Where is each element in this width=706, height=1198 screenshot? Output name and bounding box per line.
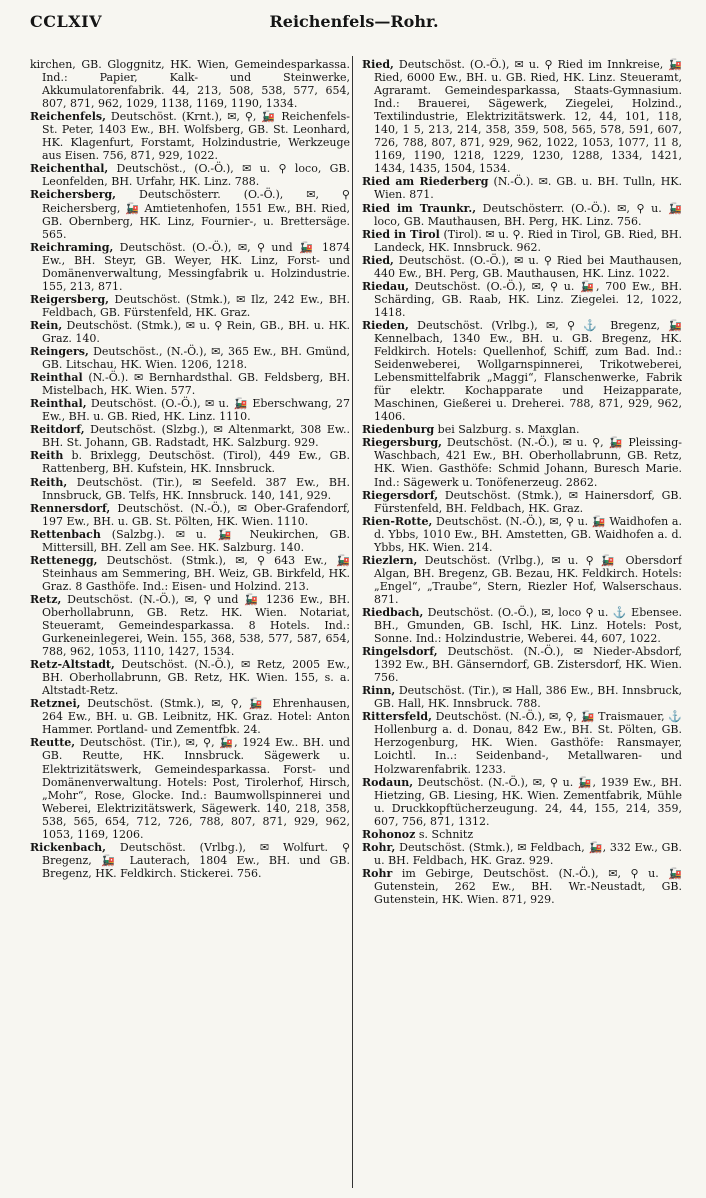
entry-headword: Rieden, xyxy=(362,318,409,332)
entry-text: im Gebirge, Deutschöst. (N.-Ö.), ✉, ⚲ u. 🚂 Gutenstein, 262 Ew., BH. Wr.-Neustadt, GB. Gutenstein, HK. Wien. 871, 929. xyxy=(374,866,682,906)
gazetteer-entry xyxy=(30,658,350,697)
entry-headword: Reinthal xyxy=(30,371,83,385)
entry-headword: Reith, xyxy=(30,475,68,489)
entry-text: Deutschöst. (N.-Ö.), ✉ Ober-Grafendorf, 197 Ew., BH. u. GB. St. Pölten, HK. Wien. 1110. xyxy=(42,501,350,528)
gazetteer-entry xyxy=(30,345,350,371)
gazetteer-entry xyxy=(362,828,682,841)
gazetteer-entry xyxy=(362,228,682,254)
gazetteer-entry xyxy=(362,436,682,488)
entry-headword: Rickenbach, xyxy=(30,840,106,854)
entry-headword: Rohonoz xyxy=(362,827,416,841)
entry-text: Deutschöst. (O.-Ö.), ✉, loco ⚲ u. ⚓ Ebensee. BH., Gmunden, GB. Ischl, HK. Linz. Hotels: Post, Sonne. Ind.: Holzindustrie, Weberei. 44, 607, 1022. xyxy=(374,605,682,646)
entry-text: (Salzbg.). ✉ u. 🚂 Neukirchen, GB. Mittersill, BH. Zell am See. HK. Salzburg. 140. xyxy=(42,527,350,554)
entry-headword: Ried im Traunkr., xyxy=(362,201,477,215)
entry-headword: Reichersberg, xyxy=(30,188,117,202)
entry-text: Deutschöst. (Stmk.), ✉, ⚲, 🚂 Ehrenhausen, 264 Ew., BH. u. GB. Leibnitz, HK. Graz. Hotel: Anton Hammer. Portland- und Zementfbk. 24. xyxy=(42,697,350,737)
entry-headword: Rettenbach xyxy=(30,527,101,541)
gazetteer-entry xyxy=(30,554,350,593)
entry-headword: Reinthal, xyxy=(30,397,87,411)
entry-headword: Ried am Riederberg xyxy=(362,175,489,189)
gazetteer-entry xyxy=(30,188,350,240)
entry-headword: Ried, xyxy=(362,58,394,71)
gazetteer-entry xyxy=(362,515,682,554)
entry-headword: Rein, xyxy=(30,318,63,332)
page-header xyxy=(26,10,682,40)
gazetteer-entry xyxy=(362,254,682,280)
entry-text: Deutschöst. (N.-Ö.), ✉ Retz, 2005 Ew., BH. Oberhollabrunn, GB. Retz, HK. Wien. 155, s. a. Altstadt-Retz. xyxy=(42,658,350,698)
entry-headword: Rohr, xyxy=(362,840,396,854)
entry-text: Deutschöst. (Vrlbg.), ✉ u. ⚲ 🚂 Obersdorf Algan, BH. Bregenz, GB. Bezau, HK. Feldkirch. Hotels: „Engel“, „Traube“, Stern, Riezler Hof, Walserschaus. 871. xyxy=(374,553,682,606)
entry-headword: Reitdorf, xyxy=(30,423,85,437)
entry-text: Deutschöst. (Stmk.), ✉ Feldbach, 🚂, 332 Ew., GB. u. BH. Feldbach, HK. Graz. 929. xyxy=(374,840,682,867)
gazetteer-entry xyxy=(362,841,682,867)
gazetteer-entry xyxy=(30,58,350,110)
entry-text: Deutschöst. (Stmk.), ✉, ⚲ 643 Ew., 🚂 Steinhaus am Semmering, BH. Weiz, GB. Birkfeld, HK. Graz. 8 Gasthöfe. Ind.: Eisen- und Holzind. 213. xyxy=(42,553,350,593)
gazetteer-entry xyxy=(30,319,350,345)
right-column xyxy=(362,58,682,1188)
entry-headword: Riegersburg, xyxy=(362,436,443,450)
entry-text: Deutschöst. (N.-Ö.), ✉, ⚲ u. 🚂, 1939 Ew., BH. Hietzing, GB. Liesing, HK. Wien. Zementfabrik, Mühle u. Druckkopftücherzeugung. 24, 44, 155, 214, 359, 607, 756, 871, 1312. xyxy=(374,775,682,828)
gazetteer-entry xyxy=(30,397,350,423)
entry-headword: Rohr xyxy=(362,866,393,880)
entry-headword: Ried, xyxy=(362,253,394,267)
entry-headword: Reigersberg, xyxy=(30,292,110,306)
gazetteer-entry xyxy=(30,528,350,554)
gazetteer-entry xyxy=(30,502,350,528)
entry-text: Deutschöst. (Vrlbg.), ✉ Wolfurt. ⚲ Bregenz, 🚂 Lauterach, 1804 Ew., BH. und GB. Bregenz, HK. Feldkirch. Stickerei. 756. xyxy=(42,840,350,880)
entry-text: Deutschösterr. (O.-Ö.), ✉, ⚲ Reichersberg, 🚂 Amtietenhofen, 1551 Ew., BH. Ried, GB. Obernberg, HK. Linz, Fournier-, u. Brettersäge. 565. xyxy=(42,188,350,241)
entry-headword: Rennersdorf, xyxy=(30,501,111,515)
entry-text: Deutschösterr. (O.-Ö.). ✉, ⚲ u. 🚂 loco, GB. Mauthausen, BH. Perg, HK. Linz. 756. xyxy=(374,201,682,228)
entry-text: Deutschöst. (Tir.), ✉ Hall, 386 Ew., BH. Innsbruck, GB. Hall, HK. Innsbruck. 788. xyxy=(374,684,682,711)
entry-headword: Reichenthal, xyxy=(30,162,109,176)
gazetteer-entry xyxy=(362,423,682,436)
entry-text: (Tirol). ✉ u. ⚲. Ried in Tirol, GB. Ried, BH. Landeck, HK. Innsbruck. 962. xyxy=(374,227,682,254)
gazetteer-entry xyxy=(30,697,350,736)
entry-text: (N.-Ö.). ✉ Bernhardsthal. GB. Feldsberg, BH. Mistelbach, HK. Wien. 577. xyxy=(42,371,350,398)
entry-text: Deutschöst. (Stmk.), ✉ Ilz, 242 Ew., BH. Feldbach, GB. Fürstenfeld, HK. Graz. xyxy=(42,292,350,319)
entry-headword: Riezlern, xyxy=(362,553,418,567)
entry-headword: Riedenburg xyxy=(362,423,435,437)
entry-headword: Riegersdorf, xyxy=(362,488,439,502)
entry-text: b. Brixlegg, Deutschöst. (Tirol), 449 Ew., GB. Rattenberg, BH. Kufstein, HK. Innsbruck. xyxy=(42,449,350,476)
gazetteer-entry xyxy=(30,241,350,293)
running-title: Reichenfels—Rohr. xyxy=(269,12,439,31)
entry-text: Deutschöst. (Slzbg.), ✉ Altenmarkt, 308 Ew.. BH. St. Johann, GB. Radstadt, HK. Salzburg. 929. xyxy=(42,423,350,450)
entry-text: Deutschöst. (O.-Ö.), ✉ u. ⚲ Ried im Innkreise, 🚂 Ried, 6000 Ew., BH. u. GB. Ried, HK. Linz. Steueramt, Agraramt. Gemeindesparkassa, Staats-Gymnasium. Ind.: Brauerei, Sägewerk, Ziegelei, Holzind., Textilindustrie, Elektrizitätswerk. 12, 44, 101, 118, 140, 1 5, 213, 214, 358, 359, 508, 565, 578, 591, 607, 726, 788, 807, 871, 929, 962, 1022, 1053, 1077, 11 8, 1169, 1190, 1218, 1229, 1230, 1288, 1334, 1421, 1434, 1435, 1504, 1534. xyxy=(374,58,682,176)
entry-headword: Reingers, xyxy=(30,345,89,359)
entry-headword: Reichraming, xyxy=(30,240,114,254)
gazetteer-entry xyxy=(30,162,350,188)
column-divider xyxy=(352,56,353,1188)
entry-text: Deutschöst. (N.-Ö.), ✉ Nieder-Absdorf, 1392 Ew., BH. Gänserndorf, GB. Zistersdorf, HK. Wien. 756. xyxy=(374,645,682,685)
entry-headword: Riedau, xyxy=(362,279,409,293)
entry-text: Deutschöst. (Krnt.), ✉, ⚲, 🚂 Reichenfels-St. Peter, 1403 Ew., BH. Wolfsberg, GB. St. Leonhard, HK. Klagenfurt, Forstamt, Holzindustrie, Werkzeuge aus Eisen. 756, 871, 929, 1022. xyxy=(42,110,350,163)
gazetteer-entry xyxy=(30,841,350,880)
entry-headword: Reichenfels, xyxy=(30,110,106,124)
entry-text: Deutschöst. (N.-Ö.), ✉, ⚲ u. 🚂 Waidhofen a. d. Ybbs, 1010 Ew., BH. Amstetten, GB. Waidhofen a. d. Ybbs, HK. Wien. 214. xyxy=(374,514,682,554)
entry-text: kirchen, GB. Gloggnitz, HK. Wien, Gemeindesparkassa. Ind.: Papier, Kalk- und Steinwerke, Akkumulatorenfabrik. 44, 213, 508, 538, 577, 654, 807, 871, 962, 1029, 1138, 1169, 1190, 1334. xyxy=(30,58,350,111)
gazetteer-entry xyxy=(30,423,350,449)
entry-text: Deutschöst. (Stmk.), ✉ Hainersdorf, GB. Fürstenfeld, BH. Feldbach, HK. Graz. xyxy=(374,488,682,515)
entry-headword: Rinn, xyxy=(362,684,396,698)
page-number: CCLXIV xyxy=(30,12,103,31)
left-column xyxy=(30,58,350,1188)
gazetteer-entry xyxy=(362,319,682,423)
entry-text: s. Schnitz xyxy=(415,827,474,841)
gazetteer-entry xyxy=(362,867,682,906)
entry-headword: Rien-Rotte, xyxy=(362,514,433,528)
gazetteer-entry xyxy=(30,476,350,502)
gazetteer-entry xyxy=(362,489,682,515)
gazetteer-entry xyxy=(362,175,682,201)
gazetteer-entry xyxy=(362,280,682,319)
gazetteer-entry xyxy=(362,776,682,828)
entry-text: Deutschöst. (N.-Ö.), ✉, ⚲, 🚂 Traismauer, ⚓ Hollenburg a. d. Donau, 842 Ew., BH. St. Pölten, GB. Herzogenburg, HK. Wien. Gasthöfe: Ransmayer, Loichtl. In..: Seidenband-, Metallwaren- und Holzwarenfabrik. 1233. xyxy=(374,710,682,776)
entry-text: Deutschöst. (O.-Ö.), ✉, ⚲ u. 🚂, 700 Ew., BH. Schärding, GB. Raab, HK. Linz. Ziegelei. 12, 1022, 1418. xyxy=(374,279,682,319)
entry-text: Deutschöst. (Tir.), ✉, ⚲, 🚂, 1924 Ew.. BH. und GB. Reutte, HK. Innsbruck. Sägewerk u. Elektrizitätswerk, Gemeindesparkassa. Forst- und Domänenverwaltung. Hotels: Post, Tirolerhof, Hirsch, „Mohr“, Rose, Glocke. Ind.: Baumwollspinnerei und Weberei, Elektrizitätswerk, Sägewerk. 140, 218, 358, 538, 565, 654, 712, 726, 788, 807, 871, 929, 962, 1053, 1169, 1206. xyxy=(42,736,350,841)
entry-text: Deutschöst., (N.-Ö.), ✉, 365 Ew., BH. Gmünd, GB. Litschau, HK. Wien. 1206, 1218. xyxy=(42,345,350,372)
entry-text: Deutschöst. (O.-Ö.), ✉ u. 🚂 Eberschwang, 27 Ew., BH. u. GB. Ried, HK. Linz. 1110. xyxy=(42,397,350,424)
gazetteer-entry xyxy=(30,593,350,658)
gazetteer-entry xyxy=(362,58,682,175)
gazetteer-entry xyxy=(362,684,682,710)
entry-text: Deutschöst. (O.-Ö.), ✉, ⚲ und 🚂 1874 Ew., BH. Steyr, GB. Weyer, HK. Linz, Forst- und Domänenverwaltung, Messingfabrik u. Holzindustrie. 155, 213, 871. xyxy=(42,240,350,293)
entry-headword: Rittersfeld, xyxy=(362,710,432,724)
entry-text: Deutschöst. (O.-Ö.), ✉ u. ⚲ Ried bei Mauthausen, 440 Ew., BH. Perg, GB. Mauthausen, HK. Linz. 1022. xyxy=(374,253,682,280)
entry-headword: Retznei, xyxy=(30,697,81,711)
entry-text: (N.-Ö.). ✉. GB. u. BH. Tulln, HK. Wien. 871. xyxy=(374,175,682,202)
entry-headword: Reutte, xyxy=(30,736,76,750)
gazetteer-entry xyxy=(362,710,682,775)
entry-headword: Retz, xyxy=(30,592,62,606)
entry-text: Deutschöst. (N.-Ö.), ✉, ⚲ und 🚂 1236 Ew., BH. Oberhollabrunn, GB. Retz. HK. Wien. Notariat, Steueramt, Gemeindesparkassa. 8 Hotels. Ind.: Gurkeneinlegerei, Wein. 155, 368, 538, 577, 587, 654, 788, 962, 1053, 1110, 1427, 1534. xyxy=(42,592,350,659)
entry-headword: Ringelsdorf, xyxy=(362,645,438,659)
entry-text: Deutschöst., (O.-Ö.), ✉ u. ⚲ loco, GB. Leonfelden, BH. Urfahr, HK. Linz. 788. xyxy=(42,162,350,189)
gazetteer-entry xyxy=(30,736,350,840)
entry-text: bei Salzburg. s. Maxglan. xyxy=(434,423,580,437)
gazetteer-entry xyxy=(362,606,682,645)
entry-text: Deutschöst. (Tir.), ✉ Seefeld. 387 Ew., BH. Innsbruck, GB. Telfs, HK. Innsbruck. 140, 141, 929. xyxy=(42,475,350,502)
entry-text: Deutschöst. (Stmk.), ✉ u. ⚲ Rein, GB., BH. u. HK. Graz. 140. xyxy=(42,318,350,345)
entry-headword: Retz-Altstadt, xyxy=(30,658,115,672)
entry-headword: Ried in Tirol xyxy=(362,227,440,241)
entry-text: Deutschöst. (N.-Ö.), ✉ u. ⚲, 🚂 Pleissing-Waschbach, 421 Ew., BH. Oberhollabrunn, GB. Retz, HK. Wien. Gasthöfe: Schmid Johann, Buresch Marie. Ind.: Sägewerk u. Tonöfenerzeug. 2862. xyxy=(374,436,682,489)
gazetteer-entry xyxy=(30,293,350,319)
entry-headword: Reith xyxy=(30,449,64,463)
entry-headword: Riedbach, xyxy=(362,605,424,619)
gazetteer-entry xyxy=(362,645,682,684)
gazetteer-entry xyxy=(362,202,682,228)
gazetteer-entry xyxy=(30,371,350,397)
gazetteer-entry xyxy=(30,449,350,475)
gazetteer-entry xyxy=(30,110,350,162)
entry-headword: Rettenegg, xyxy=(30,553,98,567)
entry-text: Deutschöst. (Vrlbg.), ✉, ⚲ ⚓ Bregenz, 🚂 Kennelbach, 1340 Ew., BH. u. GB. Bregenz, HK. Feldkirch. Hotels: Quellenhof, Schiff, zum Bad. Ind.: Seidenweberei, Wollgarnspinnerei, Trikotweberei, Lebensmittelfabrik „Maggi“, Flanschenwerke, Fabrik für elektr. Kochapparate und Heizapparate, Maschinen, Gießerei u. Dreherei. 788, 871, 929, 962, 1406. xyxy=(374,318,682,424)
gazetteer-entry xyxy=(362,554,682,606)
entry-headword: Rodaun, xyxy=(362,775,414,789)
